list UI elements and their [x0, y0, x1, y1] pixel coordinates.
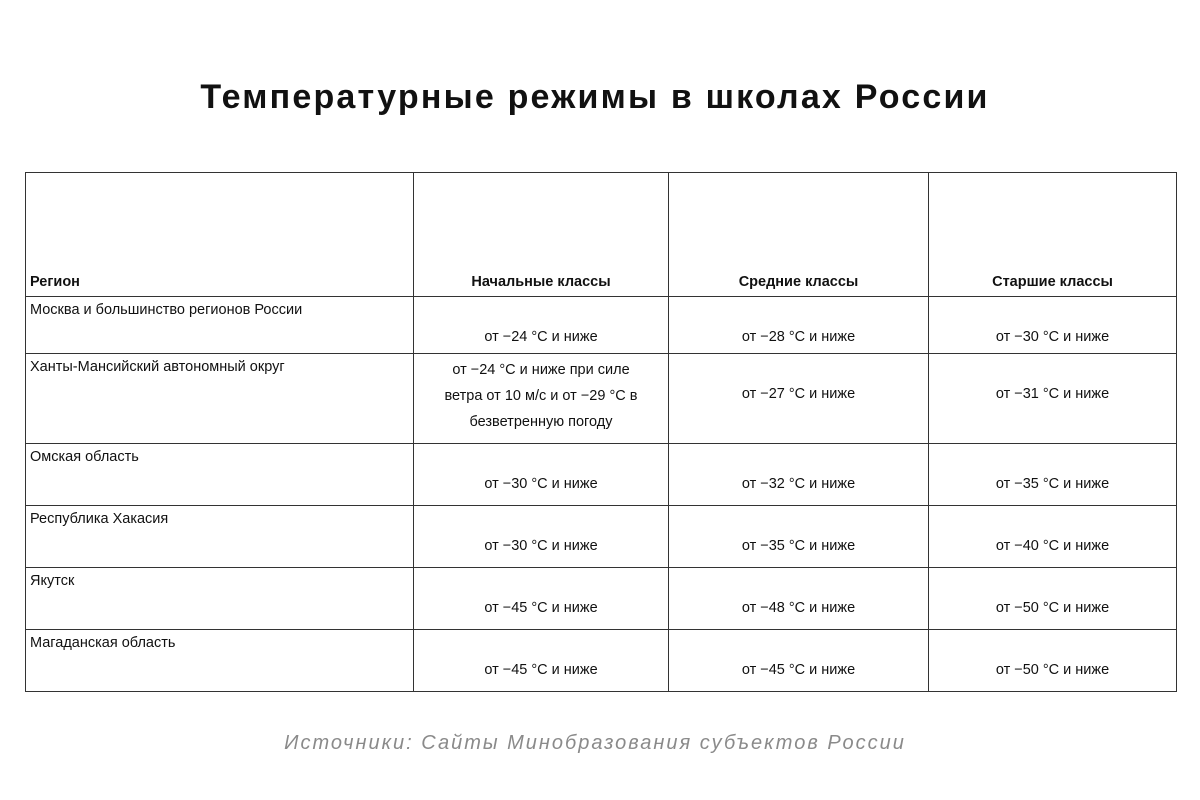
primary-cell: от −24 °C и ниже [414, 297, 669, 354]
temperature-table [25, 172, 1177, 692]
table-row [26, 297, 1177, 354]
senior-cell: от −35 °C и ниже [929, 444, 1177, 506]
primary-cell: от −30 °C и ниже [414, 444, 669, 506]
region-cell: Ханты-Мансийский автономный округ [26, 354, 414, 444]
page-title: Температурные режимы в школах России [200, 78, 990, 116]
middle-cell: от −35 °C и ниже [669, 506, 929, 568]
primary-cell: от −24 °C и ниже при силе ветра от 10 м/с и от −29 °C в безветренную погоду [414, 354, 669, 444]
primary-cell: от −30 °C и ниже [414, 506, 669, 568]
primary-cell: от −45 °C и ниже [414, 630, 669, 692]
region-cell: Москва и большинство регионов России [26, 297, 414, 354]
middle-cell: от −28 °C и ниже [669, 297, 929, 354]
header-senior: Старшие классы [929, 173, 1177, 297]
header-middle: Средние классы [669, 173, 929, 297]
table-row [26, 630, 1177, 692]
table-row [26, 506, 1177, 568]
table-header-row [26, 173, 1177, 297]
primary-cell: от −45 °C и ниже [414, 568, 669, 630]
senior-cell: от −50 °C и ниже [929, 630, 1177, 692]
senior-cell: от −50 °C и ниже [929, 568, 1177, 630]
middle-cell: от −45 °C и ниже [669, 630, 929, 692]
senior-cell: от −31 °C и ниже [929, 354, 1177, 444]
region-cell: Якутск [26, 568, 414, 630]
table-row [26, 354, 1177, 444]
source-note: Источники: Сайты Минобразования субъектов России [284, 732, 906, 754]
senior-cell: от −40 °C и ниже [929, 506, 1177, 568]
middle-cell: от −27 °C и ниже [669, 354, 929, 444]
header-primary: Начальные классы [414, 173, 669, 297]
region-cell: Омская область [26, 444, 414, 506]
senior-cell: от −30 °C и ниже [929, 297, 1177, 354]
middle-cell: от −32 °C и ниже [669, 444, 929, 506]
middle-cell: от −48 °C и ниже [669, 568, 929, 630]
header-region: Регион [26, 173, 414, 297]
table-row [26, 444, 1177, 506]
region-cell: Республика Хакасия [26, 506, 414, 568]
table-row [26, 568, 1177, 630]
region-cell: Магаданская область [26, 630, 414, 692]
